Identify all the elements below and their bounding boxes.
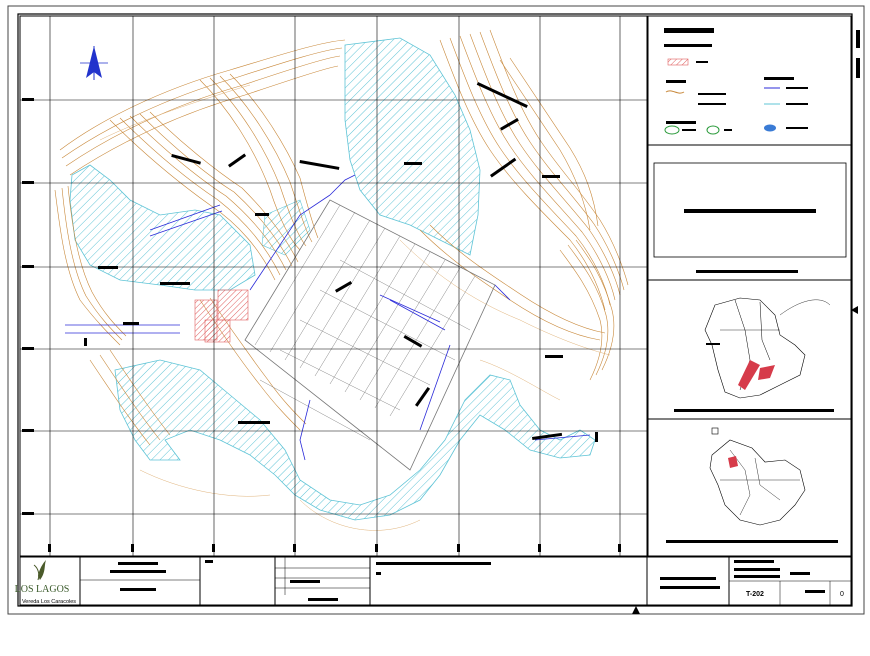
sheet-number: 0 [840, 591, 844, 598]
map-area [20, 16, 647, 556]
legend-water-swatch [764, 125, 776, 132]
sheet-code: T-202 [746, 591, 764, 598]
logo-name: LOS LAGOS [14, 584, 70, 595]
legend-building-swatch [668, 59, 688, 65]
title-block [15, 557, 851, 614]
logo-subtitle: Vereda Los Caracoles [21, 599, 77, 605]
right-panel [648, 16, 860, 556]
